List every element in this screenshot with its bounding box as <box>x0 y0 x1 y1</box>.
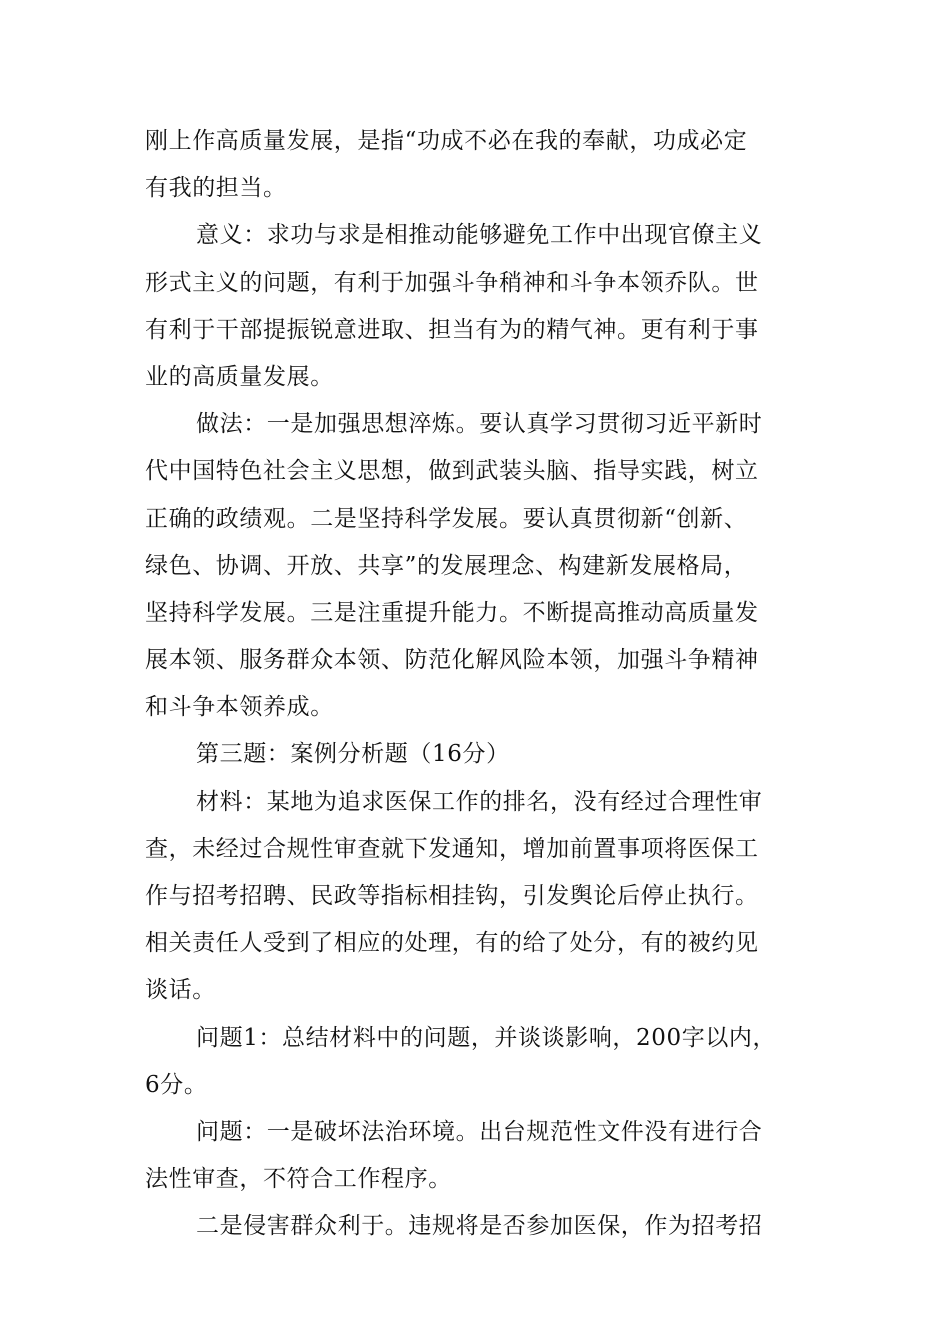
question-heading: 第三题：案例分析题（16分） <box>196 741 510 768</box>
text-line: 相关责任人受到了相应的处理，有的给了处分，有的被约见 <box>145 930 759 957</box>
text-line: 坚持科学发展。三是注重提升能力。不断提高推动高质量发 <box>145 599 759 626</box>
paragraph-material-start: 材料：某地为追求医保工作的排名，没有经过合理性审 <box>196 788 763 815</box>
paragraph-question1-start: 问题1：总结材料中的问题，并谈谈影响，200字以内， <box>196 1024 777 1051</box>
text-line: 谈话。 <box>145 977 216 1004</box>
text-line: 展本领、服务群众本领、防范化解风险本领，加强斗争精神 <box>145 647 759 674</box>
text-line: 绿色、协调、开放、共享”的发展理念、构建新发展格局， <box>145 552 748 579</box>
text-line: 形式主义的问题，有利于加强斗争稍神和斗争本领乔队。世 <box>145 269 759 296</box>
paragraph-problem-start: 问题：一是破坏法治环境。出台规范性文件没有进行合 <box>196 1118 763 1145</box>
text-line: 正确的政绩观。二是坚持科学发展。要认真贯彻新“创新、 <box>145 505 748 532</box>
text-line: 有利于干部提振锐意进取、担当有为的精气神。更有利于事 <box>145 316 759 343</box>
document-body <box>145 118 813 1251</box>
text-line: 6分。 <box>145 1071 208 1098</box>
text-line: 代中国特色社会主义思想，做到武装头脑、指导实践，树立 <box>145 458 759 485</box>
paragraph-method-start: 做法：一是加强思想淬炼。要认真学习贯彻习近平新时 <box>196 411 763 438</box>
text-line: 刚上作高质量发展，是指“功成不必在我的奉献，功成必定 <box>145 128 748 154</box>
text-line: 有我的担当。 <box>145 175 287 202</box>
text-line: 法性审查，不符合工作程序。 <box>145 1166 452 1193</box>
text-line: 业的高质量发展。 <box>145 363 334 390</box>
text-line: 和斗争本领养成。 <box>145 694 334 721</box>
paragraph-significance-start: 意义：求功与求是相推动能够避免工作中出现官僚主义 <box>196 222 763 249</box>
text-line: 查，未经过合规性审查就下发通知，增加前置事项将医保工 <box>145 835 759 862</box>
paragraph-second-point-start: 二是侵害群众利于。违规将是否参加医保，作为招考招 <box>196 1213 763 1240</box>
text-line: 作与招考招聘、民政等指标相挂钩，引发舆论后停止执行。 <box>145 883 759 909</box>
